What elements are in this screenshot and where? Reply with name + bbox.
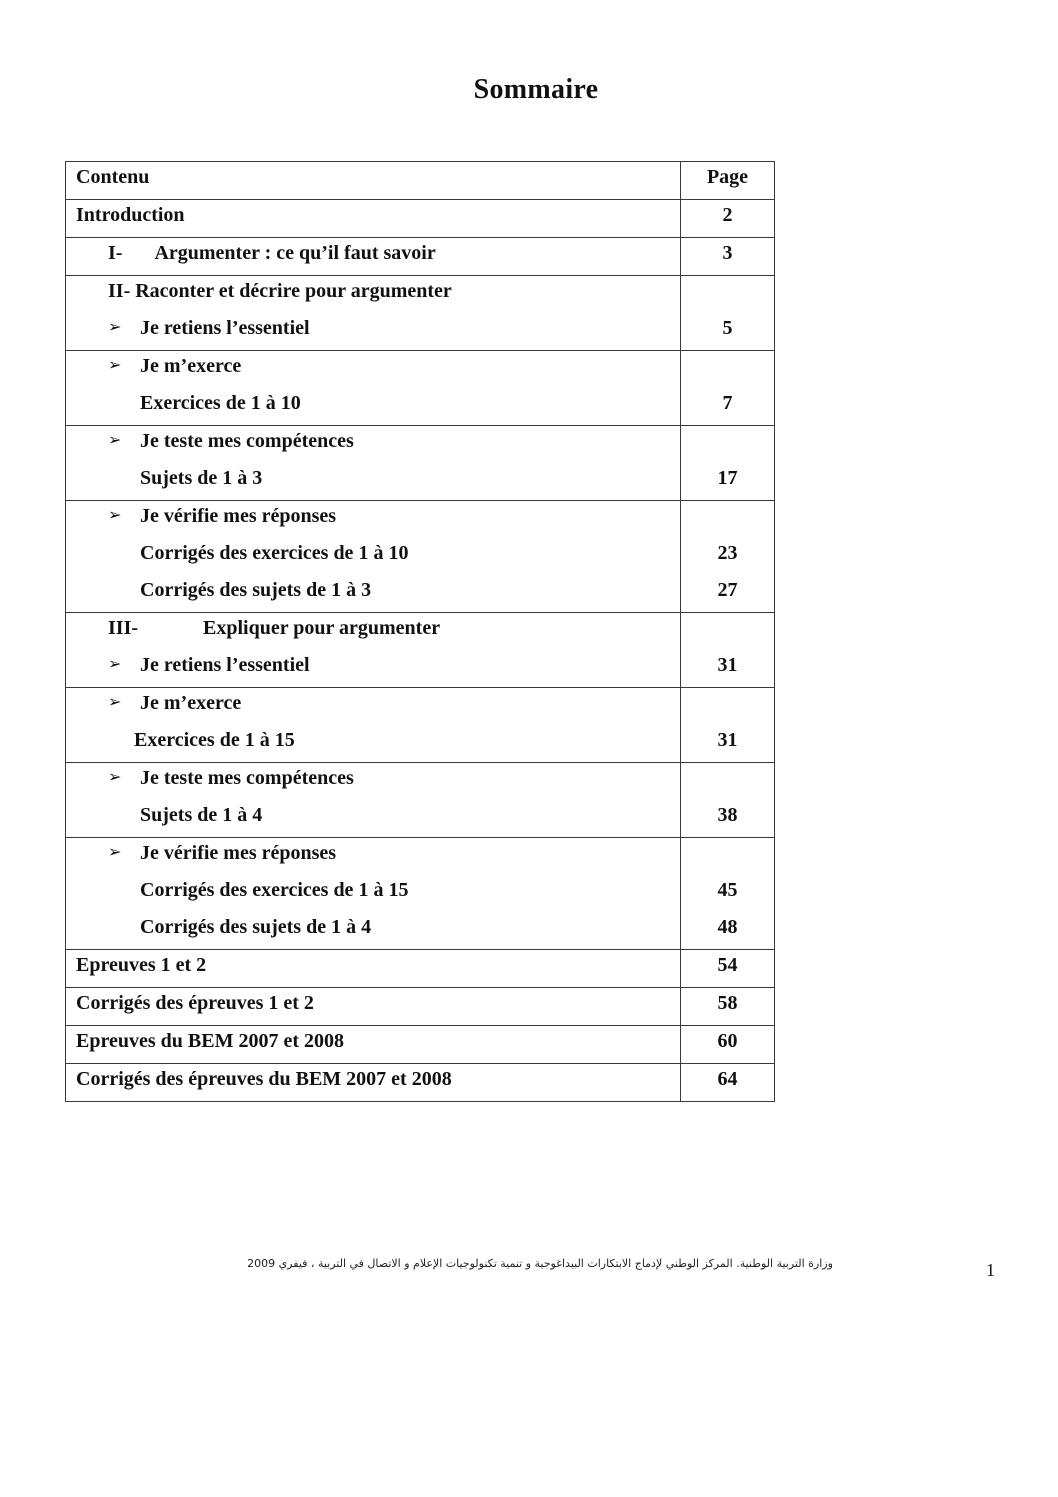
toc-entry-text: Je vérifie mes réponses (140, 842, 337, 864)
toc-entry-text: Je teste mes compétences (140, 430, 354, 452)
arrow-bullet-icon: ➢ (108, 694, 122, 711)
toc-page-number: 7 (722, 392, 733, 414)
toc-page-number: 3 (722, 242, 733, 264)
toc-entry (66, 238, 680, 275)
toc-row (66, 426, 775, 501)
toc-entry-text: Je vérifie mes réponses (140, 505, 337, 527)
toc-entry: Exercices de 1 à 15 (134, 729, 295, 751)
table-of-contents (65, 161, 775, 1102)
toc-entry (66, 313, 680, 350)
toc-entry: Sujets de 1 à 4 (140, 804, 263, 826)
arrow-bullet-icon: ➢ (108, 769, 122, 786)
toc-page-number: 60 (717, 1030, 738, 1052)
toc-entry-text: Argumenter : ce qu’il faut savoir (154, 242, 436, 264)
toc-row (66, 351, 775, 426)
toc-page-number: 2 (722, 204, 733, 226)
toc-page-number: 58 (717, 992, 738, 1014)
toc-page-number: 31 (717, 729, 738, 751)
toc-entry: Epreuves du BEM 2007 et 2008 (76, 1030, 344, 1052)
toc-entry: Corrigés des sujets de 1 à 3 (140, 579, 372, 601)
toc-entry-text: Je m’exerce (140, 692, 242, 714)
toc-row (66, 838, 775, 950)
toc-row (66, 613, 775, 688)
toc-page-number: 27 (717, 579, 738, 601)
toc-row (66, 763, 775, 838)
toc-entry-text: Je retiens l’essentiel (140, 654, 310, 676)
arrow-bullet-icon: ➢ (108, 319, 122, 336)
toc-entry-text: Expliquer pour argumenter (203, 617, 441, 639)
arrow-bullet-icon: ➢ (108, 507, 122, 524)
toc-row (66, 238, 775, 276)
toc-entry (66, 763, 680, 800)
toc-page-number: 5 (722, 317, 733, 339)
header-page-label: Page (706, 166, 749, 188)
toc-entry (66, 838, 680, 875)
arrow-bullet-icon: ➢ (108, 432, 122, 449)
table-header-row (66, 162, 775, 200)
toc-entry: Introduction (76, 204, 185, 226)
toc-entry: Sujets de 1 à 3 (140, 467, 263, 489)
page-number: 1 (986, 1260, 995, 1280)
toc-page-number: 17 (717, 467, 738, 489)
toc-entry: Corrigés des sujets de 1 à 4 (140, 916, 372, 938)
toc-entry: Epreuves 1 et 2 (76, 954, 207, 976)
footer-credit: وزارة التربية الوطنية. المركز الوطني لإدماج الابتكارات البيداغوجية و تنمية تكنولوجيات الإعلام و الاتصال في التربية ، فيفري 2009 (247, 1257, 833, 1270)
toc-row (66, 501, 775, 613)
toc-entry (66, 650, 680, 687)
arrow-bullet-icon: ➢ (108, 656, 122, 673)
toc-row (66, 688, 775, 763)
toc-row (66, 950, 775, 988)
toc-page-number: 38 (717, 804, 738, 826)
toc-page-number: 48 (717, 916, 738, 938)
toc-entry-text: Raconter et décrire pour argumenter (135, 280, 452, 302)
section-numeral: I- (108, 242, 123, 264)
toc-entry-text: Je m’exerce (140, 355, 242, 377)
toc-entry (66, 276, 680, 313)
toc-entry: Exercices de 1 à 10 (140, 392, 301, 414)
toc-entry: Corrigés des exercices de 1 à 10 (140, 542, 409, 564)
toc-entry-text: Je teste mes compétences (140, 767, 354, 789)
header-content-cell (66, 162, 681, 200)
toc-row (66, 988, 775, 1026)
toc-entry: Corrigés des épreuves du BEM 2007 et 2008 (76, 1068, 452, 1090)
toc-page-number: 31 (717, 654, 738, 676)
header-content-label: Contenu (76, 166, 150, 188)
toc-page-number: 54 (717, 954, 738, 976)
section-numeral: III- (108, 617, 139, 639)
toc-entry (66, 501, 680, 538)
toc-entry: Corrigés des épreuves 1 et 2 (76, 992, 314, 1014)
toc-entry-text: Je retiens l’essentiel (140, 317, 310, 339)
arrow-bullet-icon: ➢ (108, 844, 122, 861)
toc-entry: Corrigés des exercices de 1 à 15 (140, 879, 409, 901)
header-page-cell (681, 162, 775, 200)
toc-row (66, 276, 775, 351)
toc-entry (66, 688, 680, 725)
toc-row (66, 1026, 775, 1064)
toc-page-number: 23 (717, 542, 738, 564)
arrow-bullet-icon: ➢ (108, 357, 122, 374)
toc-entry (66, 613, 680, 650)
toc-row (66, 200, 775, 238)
section-numeral: II- (108, 280, 131, 302)
toc-row (66, 1064, 775, 1102)
toc-page-number: 64 (717, 1068, 738, 1090)
toc-entry (66, 351, 680, 388)
toc-page-number: 45 (717, 879, 738, 901)
toc-entry (66, 426, 680, 463)
page-title: Sommaire (473, 74, 599, 105)
